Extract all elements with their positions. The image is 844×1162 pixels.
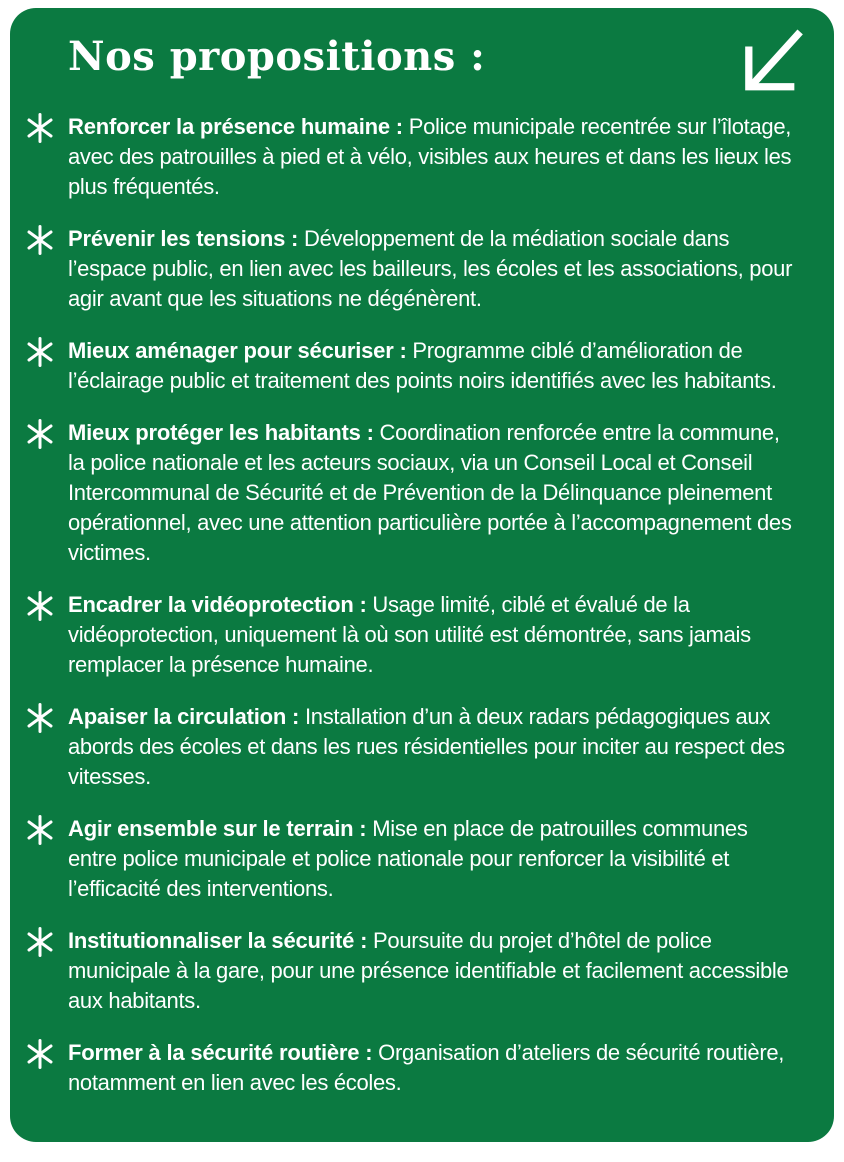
list-item xyxy=(26,112,800,202)
list-item xyxy=(26,814,800,904)
item-label: Encadrer la vidéoprotection : xyxy=(68,592,367,617)
list-item xyxy=(26,702,800,792)
item-label: Mieux aménager pour sécuriser : xyxy=(68,338,407,363)
item-body: Installation d’un à deux radars pédagogiques aux abords des écoles et dans les rues résidentielles pour inciter au respect des vitesses. xyxy=(68,704,785,789)
asterisk-icon xyxy=(26,591,54,621)
asterisk-icon xyxy=(26,337,54,367)
card-header xyxy=(26,32,800,82)
asterisk-icon xyxy=(26,703,54,733)
asterisk-icon xyxy=(26,419,54,449)
item-text xyxy=(68,814,800,904)
item-text xyxy=(68,1038,800,1098)
arrow-down-left-icon xyxy=(743,27,805,97)
item-body: Organisation d’ateliers de sécurité routière, notamment en lien avec les écoles. xyxy=(68,1040,785,1095)
item-body: Usage limité, ciblé et évalué de la vidéoprotection, uniquement là où son utilité est démontrée, sans jamais remplacer la présence humaine. xyxy=(68,592,751,677)
list-item xyxy=(26,336,800,396)
propositions-list xyxy=(26,112,800,1098)
list-item xyxy=(26,1038,800,1098)
list-item xyxy=(26,926,800,1016)
item-text xyxy=(68,336,800,396)
item-label: Mieux protéger les habitants : xyxy=(68,420,374,445)
list-item xyxy=(26,418,800,568)
item-text xyxy=(68,926,800,1016)
propositions-card xyxy=(10,8,834,1142)
asterisk-icon xyxy=(26,113,54,143)
item-body: Programme ciblé d’amélioration de l’éclairage public et traitement des points noirs identifiés avec les habitants. xyxy=(68,338,777,393)
page-title: Nos propositions : xyxy=(68,33,486,80)
asterisk-icon xyxy=(26,1039,54,1069)
list-item xyxy=(26,224,800,314)
item-text xyxy=(68,590,800,680)
item-label: Prévenir les tensions : xyxy=(68,226,299,251)
item-text xyxy=(68,224,800,314)
item-label: Apaiser la circulation : xyxy=(68,704,300,729)
item-label: Agir ensemble sur le terrain : xyxy=(68,816,367,841)
item-body: Développement de la médiation sociale dans l’espace public, en lien avec les bailleurs, les écoles et les associations, pour agir avant que les situations ne dégénèrent. xyxy=(68,226,793,311)
item-label: Institutionnaliser la sécurité : xyxy=(68,928,368,953)
item-text xyxy=(68,702,800,792)
item-body: Poursuite du projet d’hôtel de police municipale à la gare, pour une présence identifiable et facilement accessible aux habitants. xyxy=(68,928,789,1013)
asterisk-icon xyxy=(26,225,54,255)
list-item xyxy=(26,590,800,680)
item-body: Coordination renforcée entre la commune, la police nationale et les acteurs sociaux, via un Conseil Local et Conseil Intercommunal de Sécurité et de Prévention de la Délinquance pleinement opérationnel, avec une attention particulière portée à l’accompagnement des victimes. xyxy=(68,420,792,565)
item-body: Mise en place de patrouilles communes entre police municipale et police nationale pour renforcer la visibilité et l’efficacité des interventions. xyxy=(68,816,748,901)
item-label: Renforcer la présence humaine : xyxy=(68,114,403,139)
item-text xyxy=(68,418,800,568)
asterisk-icon xyxy=(26,927,54,957)
asterisk-icon xyxy=(26,815,54,845)
item-label: Former à la sécurité routière : xyxy=(68,1040,373,1065)
item-text xyxy=(68,112,800,202)
item-body: Police municipale recentrée sur l’îlotage, avec des patrouilles à pied et à vélo, visibles aux heures et dans les lieux les plus fréquentés. xyxy=(68,114,792,199)
